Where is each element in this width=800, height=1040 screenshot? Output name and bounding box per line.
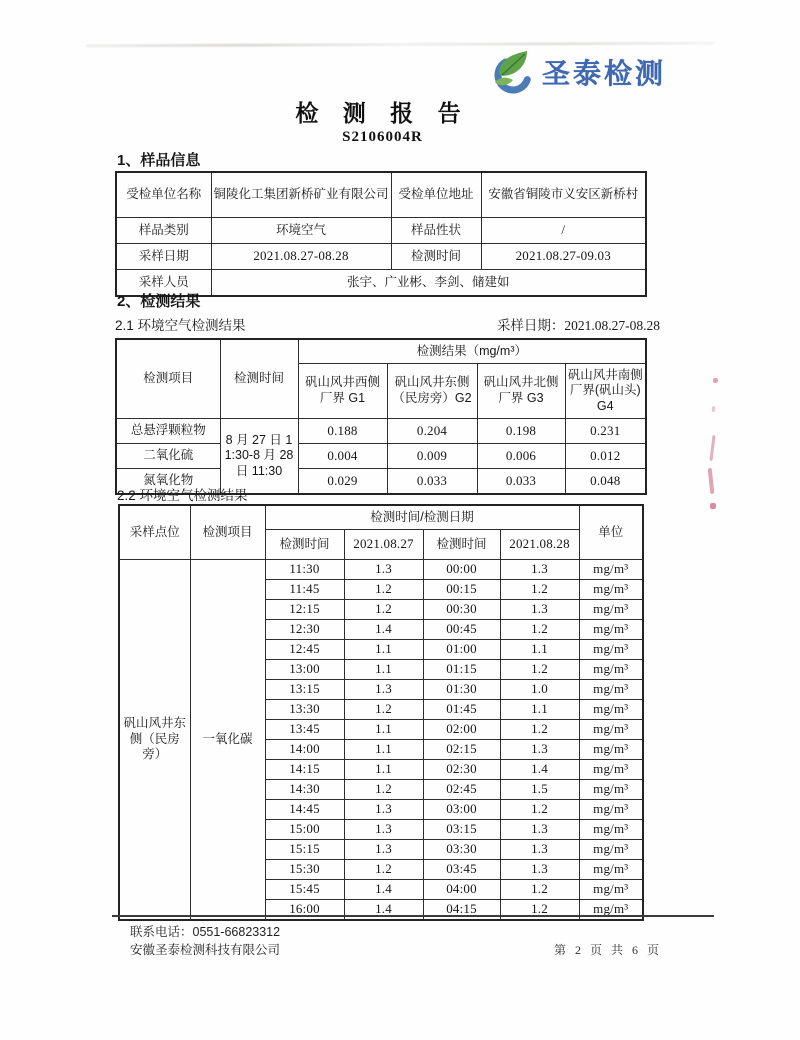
report-title: 检 测 报 告 — [295, 100, 470, 126]
column-header-item: 检测项目 — [190, 505, 265, 560]
subsection-21-heading: 2.1 环境空气检测结果 — [115, 318, 246, 333]
value-cell: 1.2 — [500, 900, 579, 921]
sub-header-cell: 2021.08.28 — [500, 530, 579, 560]
time-span-cell: 8 月 27 日 11:30-8 月 28 日 11:30 — [220, 419, 298, 495]
logo-text: 圣泰检测 — [542, 58, 667, 89]
table-row — [116, 419, 646, 444]
sampling-date-label: 采样日期：2021.08.27-08.28 — [496, 318, 660, 333]
ink-bleed-mark — [710, 503, 716, 509]
table-row — [116, 218, 646, 244]
value-cell: 1.1 — [344, 720, 423, 740]
value-cell: 1.1 — [500, 700, 579, 720]
value-cell: 1.4 — [344, 900, 423, 921]
parameter-cell: 二氧化硫 — [116, 444, 220, 469]
ink-bleed-mark — [709, 435, 715, 461]
time-cell: 16:00 — [265, 900, 344, 921]
time-cell: 00:00 — [423, 560, 500, 580]
value-cell: 1.5 — [500, 780, 579, 800]
sample-info-table — [115, 171, 647, 297]
value-cell: 1.1 — [344, 640, 423, 660]
value-cell: 2021.08.27-09.03 — [481, 244, 646, 270]
subsection-21-row — [115, 314, 660, 334]
value-cell: 张宇、广业彬、李剑、储建如 — [211, 270, 646, 297]
table-row — [116, 172, 646, 218]
ink-bleed-mark — [712, 406, 715, 412]
air-results-table — [115, 338, 647, 495]
label-cell: 采样日期 — [116, 244, 211, 270]
time-cell: 00:45 — [423, 620, 500, 640]
label-cell: 样品类别 — [116, 218, 211, 244]
ink-bleed-mark — [708, 468, 715, 494]
value-cell: 0.048 — [565, 469, 646, 495]
value-cell: 1.1 — [344, 660, 423, 680]
table-row — [116, 444, 646, 469]
header-row — [119, 505, 643, 530]
value-cell: 1.3 — [344, 800, 423, 820]
unit-cell: mg/m³ — [579, 580, 643, 600]
footer-divider — [112, 915, 714, 917]
label-cell: 受检单位名称 — [116, 172, 211, 218]
value-cell: 1.2 — [500, 580, 579, 600]
unit-cell: mg/m³ — [579, 860, 643, 880]
label-cell: 样品性状 — [391, 218, 481, 244]
sub-header-cell: 检测时间 — [423, 530, 500, 560]
value-cell: 1.3 — [500, 560, 579, 580]
time-cell: 15:00 — [265, 820, 344, 840]
time-cell: 14:45 — [265, 800, 344, 820]
value-cell: 1.2 — [344, 780, 423, 800]
site-header-cell: 矾山风井南侧厂界(矾山头) G4 — [565, 364, 646, 419]
unit-cell: mg/m³ — [579, 820, 643, 840]
value-cell: 1.2 — [500, 660, 579, 680]
value-cell: 1.3 — [344, 680, 423, 700]
logo — [489, 50, 666, 94]
value-cell: 1.2 — [500, 800, 579, 820]
value-cell: 1.2 — [500, 720, 579, 740]
footer-phone: 联系电话：0551-66823312 — [130, 925, 281, 939]
column-header-results: 检测结果（mg/m³） — [298, 339, 646, 364]
value-cell: / — [481, 218, 646, 244]
time-cell: 13:00 — [265, 660, 344, 680]
value-cell: 1.2 — [344, 860, 423, 880]
unit-cell: mg/m³ — [579, 600, 643, 620]
site-header-cell: 矾山风井西侧厂界 G1 — [298, 364, 387, 419]
leaf-logo-icon — [489, 50, 535, 94]
report-number: S2106004R — [342, 129, 423, 145]
time-cell: 01:15 — [423, 660, 500, 680]
value-cell: 1.2 — [344, 700, 423, 720]
unit-cell: mg/m³ — [579, 720, 643, 740]
value-cell: 铜陵化工集团新桥矿业有限公司 — [211, 172, 391, 218]
time-cell: 04:00 — [423, 880, 500, 900]
time-cell: 12:15 — [265, 600, 344, 620]
co-monitoring-table — [118, 504, 644, 921]
unit-cell: mg/m³ — [579, 840, 643, 860]
time-cell: 03:30 — [423, 840, 500, 860]
unit-cell: mg/m³ — [579, 900, 643, 921]
column-header-time: 检测时间 — [220, 339, 298, 419]
time-cell: 15:30 — [265, 860, 344, 880]
time-cell: 03:00 — [423, 800, 500, 820]
label-cell: 受检单位地址 — [391, 172, 481, 218]
unit-cell: mg/m³ — [579, 700, 643, 720]
ink-bleed-mark — [713, 378, 718, 383]
parameter-cell: 总悬浮颗粒物 — [116, 419, 220, 444]
value-cell: 0.188 — [298, 419, 387, 444]
value-cell: 0.033 — [477, 469, 565, 495]
time-cell: 13:15 — [265, 680, 344, 700]
subsection-22-heading: 2.2 环境空气检测结果 — [117, 488, 248, 503]
value-cell: 1.1 — [344, 760, 423, 780]
value-cell: 0.004 — [298, 444, 387, 469]
time-cell: 01:00 — [423, 640, 500, 660]
column-header-group: 检测时间/检测日期 — [265, 505, 579, 530]
time-cell: 04:15 — [423, 900, 500, 921]
scan-smudge-artifact — [86, 42, 714, 48]
unit-cell: mg/m³ — [579, 560, 643, 580]
footer-company: 安徽圣泰检测科技有限公司 — [130, 943, 281, 957]
time-cell: 02:00 — [423, 720, 500, 740]
value-cell: 1.2 — [500, 620, 579, 640]
value-cell: 安徽省铜陵市义安区新桥村 — [481, 172, 646, 218]
value-cell: 1.4 — [500, 760, 579, 780]
value-cell: 0.033 — [387, 469, 477, 495]
value-cell: 1.0 — [500, 680, 579, 700]
time-cell: 02:30 — [423, 760, 500, 780]
time-cell: 02:15 — [423, 740, 500, 760]
unit-cell: mg/m³ — [579, 880, 643, 900]
time-cell: 02:45 — [423, 780, 500, 800]
header-row — [116, 339, 646, 364]
unit-cell: mg/m³ — [579, 760, 643, 780]
site-header-cell: 矾山风井北侧厂界 G3 — [477, 364, 565, 419]
value-cell: 1.1 — [344, 740, 423, 760]
time-cell: 14:15 — [265, 760, 344, 780]
label-cell: 检测时间 — [391, 244, 481, 270]
value-cell: 环境空气 — [211, 218, 391, 244]
value-cell: 1.2 — [344, 580, 423, 600]
unit-cell: mg/m³ — [579, 780, 643, 800]
time-cell: 03:45 — [423, 860, 500, 880]
value-cell: 0.029 — [298, 469, 387, 495]
value-cell: 1.4 — [344, 620, 423, 640]
column-header-site: 采样点位 — [119, 505, 190, 560]
unit-cell: mg/m³ — [579, 620, 643, 640]
sub-header-cell: 检测时间 — [265, 530, 344, 560]
value-cell: 0.231 — [565, 419, 646, 444]
footer-row — [130, 940, 662, 958]
footer-page-number: 第 2 页 共 6 页 — [553, 943, 662, 957]
time-cell: 13:45 — [265, 720, 344, 740]
time-cell: 00:30 — [423, 600, 500, 620]
value-cell: 1.1 — [500, 640, 579, 660]
value-cell: 1.4 — [344, 880, 423, 900]
time-cell: 00:15 — [423, 580, 500, 600]
column-header-item: 检测项目 — [116, 339, 220, 419]
value-cell: 2021.08.27-08.28 — [211, 244, 391, 270]
value-cell: 0.198 — [477, 419, 565, 444]
time-cell: 14:00 — [265, 740, 344, 760]
time-cell: 14:30 — [265, 780, 344, 800]
value-cell: 0.012 — [565, 444, 646, 469]
value-cell: 0.009 — [387, 444, 477, 469]
value-cell: 1.2 — [344, 600, 423, 620]
section-sample-info-heading: 1、样品信息 — [117, 152, 201, 169]
value-cell: 1.3 — [500, 600, 579, 620]
time-cell: 01:45 — [423, 700, 500, 720]
time-cell: 15:15 — [265, 840, 344, 860]
value-cell: 1.3 — [344, 840, 423, 860]
sub-header-cell: 2021.08.27 — [344, 530, 423, 560]
time-cell: 12:45 — [265, 640, 344, 660]
sampling-point-cell: 矾山风井东侧（民房旁） — [119, 560, 190, 921]
label-cell: 采样人员 — [116, 270, 211, 297]
value-cell: 1.3 — [500, 860, 579, 880]
unit-cell: mg/m³ — [579, 800, 643, 820]
site-header-cell: 矾山风井东侧（民房旁）G2 — [387, 364, 477, 419]
time-cell: 12:30 — [265, 620, 344, 640]
unit-cell: mg/m³ — [579, 640, 643, 660]
time-cell: 11:45 — [265, 580, 344, 600]
value-cell: 0.006 — [477, 444, 565, 469]
co-table-row — [119, 560, 643, 580]
column-header-unit: 单位 — [579, 505, 643, 560]
time-cell: 15:45 — [265, 880, 344, 900]
section-results-heading: 2、检测结果 — [117, 293, 201, 310]
value-cell: 1.3 — [500, 820, 579, 840]
time-cell: 03:15 — [423, 820, 500, 840]
value-cell: 1.3 — [344, 820, 423, 840]
parameter-cell: 一氧化碳 — [190, 560, 265, 921]
unit-cell: mg/m³ — [579, 660, 643, 680]
unit-cell: mg/m³ — [579, 740, 643, 760]
parameter-cell: 氮氧化物 — [116, 469, 220, 495]
time-cell: 13:30 — [265, 700, 344, 720]
value-cell: 1.3 — [500, 740, 579, 760]
time-cell: 01:30 — [423, 680, 500, 700]
value-cell: 1.3 — [500, 840, 579, 860]
value-cell: 0.204 — [387, 419, 477, 444]
table-row — [116, 244, 646, 270]
value-cell: 1.2 — [500, 880, 579, 900]
unit-cell: mg/m³ — [579, 680, 643, 700]
time-cell: 11:30 — [265, 560, 344, 580]
value-cell: 1.3 — [344, 560, 423, 580]
